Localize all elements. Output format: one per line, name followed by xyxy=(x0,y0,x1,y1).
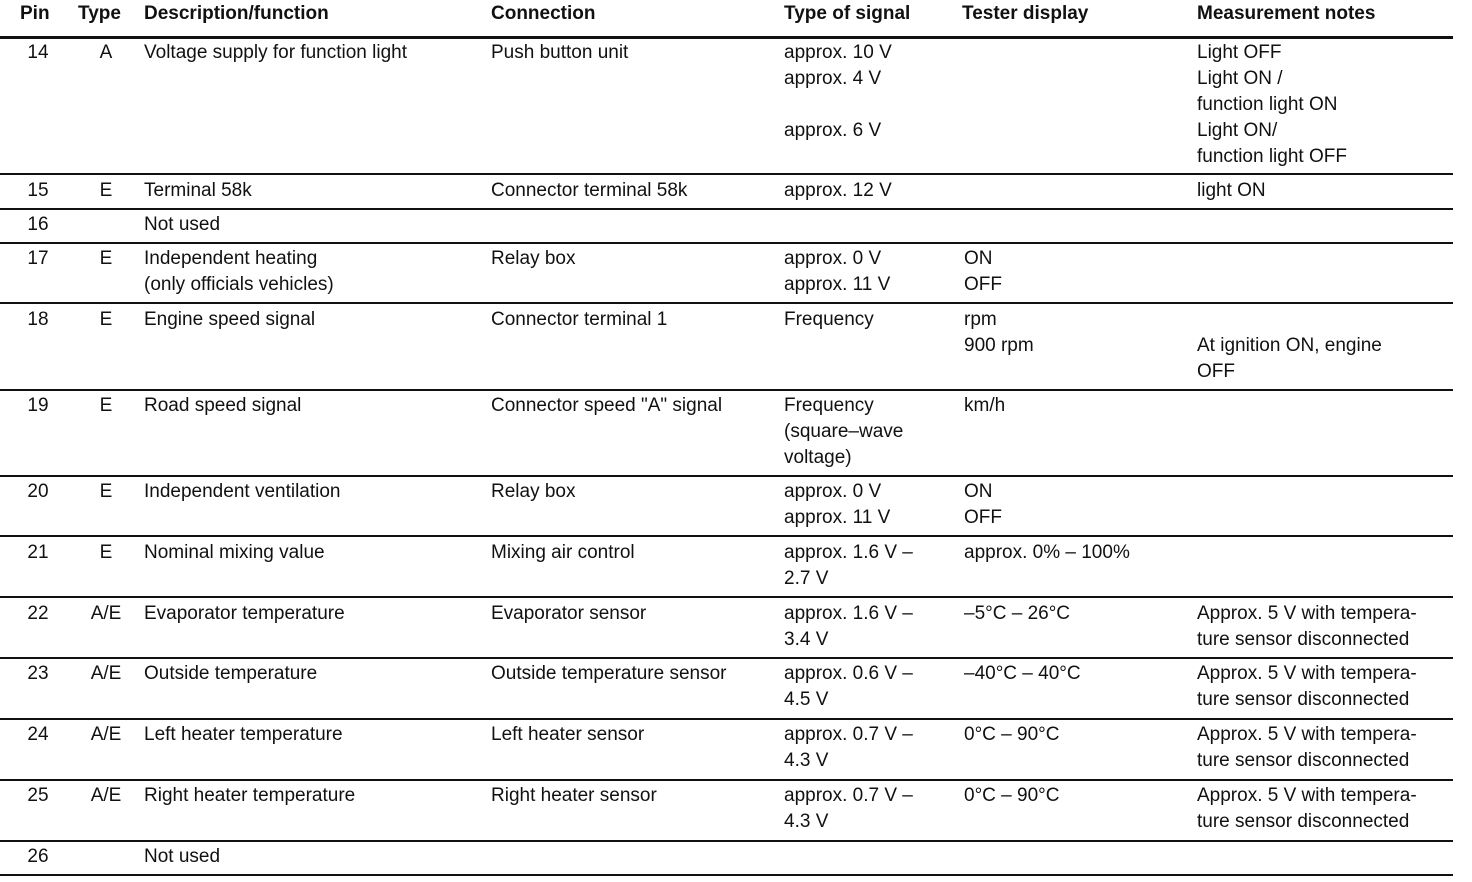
connection-cell: Relay box xyxy=(491,248,576,269)
signal-cell: approx. 0.7 V – 4.3 V xyxy=(784,785,913,832)
notes-cell: Light OFF Light ON / function light ON Light ON/ function light OFF xyxy=(1197,42,1347,167)
connection-cell: Connector terminal 58k xyxy=(491,180,688,201)
header-signal: Type of signal xyxy=(784,3,911,24)
signal-cell: approx. 0.6 V – 4.5 V xyxy=(784,663,913,710)
description-cell: Evaporator temperature xyxy=(144,603,345,624)
signal-cell: Frequency (square–wave voltage) xyxy=(784,395,904,468)
tester-cell: ON OFF xyxy=(964,248,1002,295)
connection-cell: Mixing air control xyxy=(491,542,635,563)
description-cell: Nominal mixing value xyxy=(144,542,325,563)
tester-cell: km/h xyxy=(964,395,1006,416)
type-cell: E xyxy=(99,180,113,201)
notes-cell: light ON xyxy=(1197,180,1266,201)
type-cell: A/E xyxy=(90,603,122,624)
row-divider xyxy=(0,535,1453,537)
connection-cell: Connector speed "A" signal xyxy=(491,395,723,416)
pin-cell: 18 xyxy=(27,309,49,330)
connection-cell: Left heater sensor xyxy=(491,724,645,745)
signal-cell: approx. 1.6 V – 3.4 V xyxy=(784,603,913,650)
notes-cell: Approx. 5 V with tempera- ture sensor disconnected xyxy=(1197,785,1417,832)
row-divider xyxy=(0,475,1453,477)
row-divider xyxy=(0,840,1453,842)
tester-cell: ON OFF xyxy=(964,481,1002,528)
pin-cell: 20 xyxy=(27,481,49,502)
connection-cell: Relay box xyxy=(491,481,576,502)
row-divider xyxy=(0,302,1453,304)
row-divider xyxy=(0,173,1453,175)
description-cell: Outside temperature xyxy=(144,663,318,684)
signal-cell: Frequency xyxy=(784,309,874,330)
notes-cell: Approx. 5 V with tempera- ture sensor disconnected xyxy=(1197,663,1417,710)
connection-cell: Connector terminal 1 xyxy=(491,309,668,330)
header-description: Description/function xyxy=(144,3,329,24)
tester-cell: 0°C – 90°C xyxy=(964,724,1060,745)
connection-cell: Outside temperature sensor xyxy=(491,663,727,684)
type-cell: E xyxy=(99,481,113,502)
description-cell: Voltage supply for function light xyxy=(144,42,408,63)
signal-cell: approx. 1.6 V – 2.7 V xyxy=(784,542,913,589)
description-cell: Left heater temperature xyxy=(144,724,343,745)
notes-cell: At ignition ON, engine OFF xyxy=(1197,335,1382,382)
pin-cell: 26 xyxy=(27,846,49,867)
type-cell: E xyxy=(99,248,113,269)
pin-cell: 15 xyxy=(27,180,49,201)
header-type: Type xyxy=(78,3,121,24)
signal-cell: approx. 12 V xyxy=(784,180,892,201)
notes-cell: Approx. 5 V with tempera- ture sensor disconnected xyxy=(1197,724,1417,771)
tester-cell: 0°C – 90°C xyxy=(964,785,1060,806)
pin-cell: 14 xyxy=(27,42,49,63)
type-cell: A/E xyxy=(90,785,122,806)
type-cell: A xyxy=(99,42,113,63)
description-cell: Not used xyxy=(144,846,221,867)
notes-cell: Approx. 5 V with tempera- ture sensor disconnected xyxy=(1197,603,1417,650)
tester-cell: approx. 0% – 100% xyxy=(964,542,1130,563)
row-divider xyxy=(0,208,1453,210)
type-cell: A/E xyxy=(90,663,122,684)
table-header xyxy=(0,0,1472,38)
connection-cell: Evaporator sensor xyxy=(491,603,647,624)
pin-cell: 23 xyxy=(27,663,49,684)
row-divider xyxy=(0,389,1453,391)
header-connection: Connection xyxy=(491,3,596,24)
row-divider xyxy=(0,718,1453,720)
row-divider xyxy=(0,657,1453,659)
description-cell: Independent heating (only officials vehicles) xyxy=(144,248,334,295)
description-cell: Right heater temperature xyxy=(144,785,356,806)
type-cell: E xyxy=(99,309,113,330)
type-cell: E xyxy=(99,542,113,563)
row-divider xyxy=(0,596,1453,598)
pin-cell: 25 xyxy=(27,785,49,806)
pin-cell: 24 xyxy=(27,724,49,745)
connection-cell: Right heater sensor xyxy=(491,785,657,806)
description-cell: Terminal 58k xyxy=(144,180,252,201)
description-cell: Road speed signal xyxy=(144,395,302,416)
connection-cell: Push button unit xyxy=(491,42,629,63)
pin-cell: 19 xyxy=(27,395,49,416)
signal-cell: approx. 0.7 V – 4.3 V xyxy=(784,724,913,771)
tester-cell: –40°C – 40°C xyxy=(964,663,1081,684)
signal-cell: approx. 0 V approx. 11 V xyxy=(784,248,891,295)
header-notes: Measurement notes xyxy=(1197,3,1376,24)
signal-cell: approx. 0 V approx. 11 V xyxy=(784,481,891,528)
tester-cell: –5°C – 26°C xyxy=(964,603,1071,624)
pin-cell: 22 xyxy=(27,603,49,624)
pin-cell: 21 xyxy=(27,542,49,563)
description-cell: Independent ventilation xyxy=(144,481,341,502)
type-cell: E xyxy=(99,395,113,416)
header-rule xyxy=(0,36,1453,39)
row-divider xyxy=(0,779,1453,781)
pin-cell: 16 xyxy=(27,214,49,235)
header-tester: Tester display xyxy=(962,3,1089,24)
header-pin: Pin xyxy=(20,3,50,24)
description-cell: Engine speed signal xyxy=(144,309,316,330)
type-cell: A/E xyxy=(90,724,122,745)
pin-cell: 17 xyxy=(27,248,49,269)
description-cell: Not used xyxy=(144,214,221,235)
row-divider xyxy=(0,874,1453,876)
signal-cell: approx. 10 V approx. 4 V approx. 6 V xyxy=(784,42,892,141)
tester-cell: rpm 900 rpm xyxy=(964,309,1034,356)
row-divider xyxy=(0,242,1453,244)
